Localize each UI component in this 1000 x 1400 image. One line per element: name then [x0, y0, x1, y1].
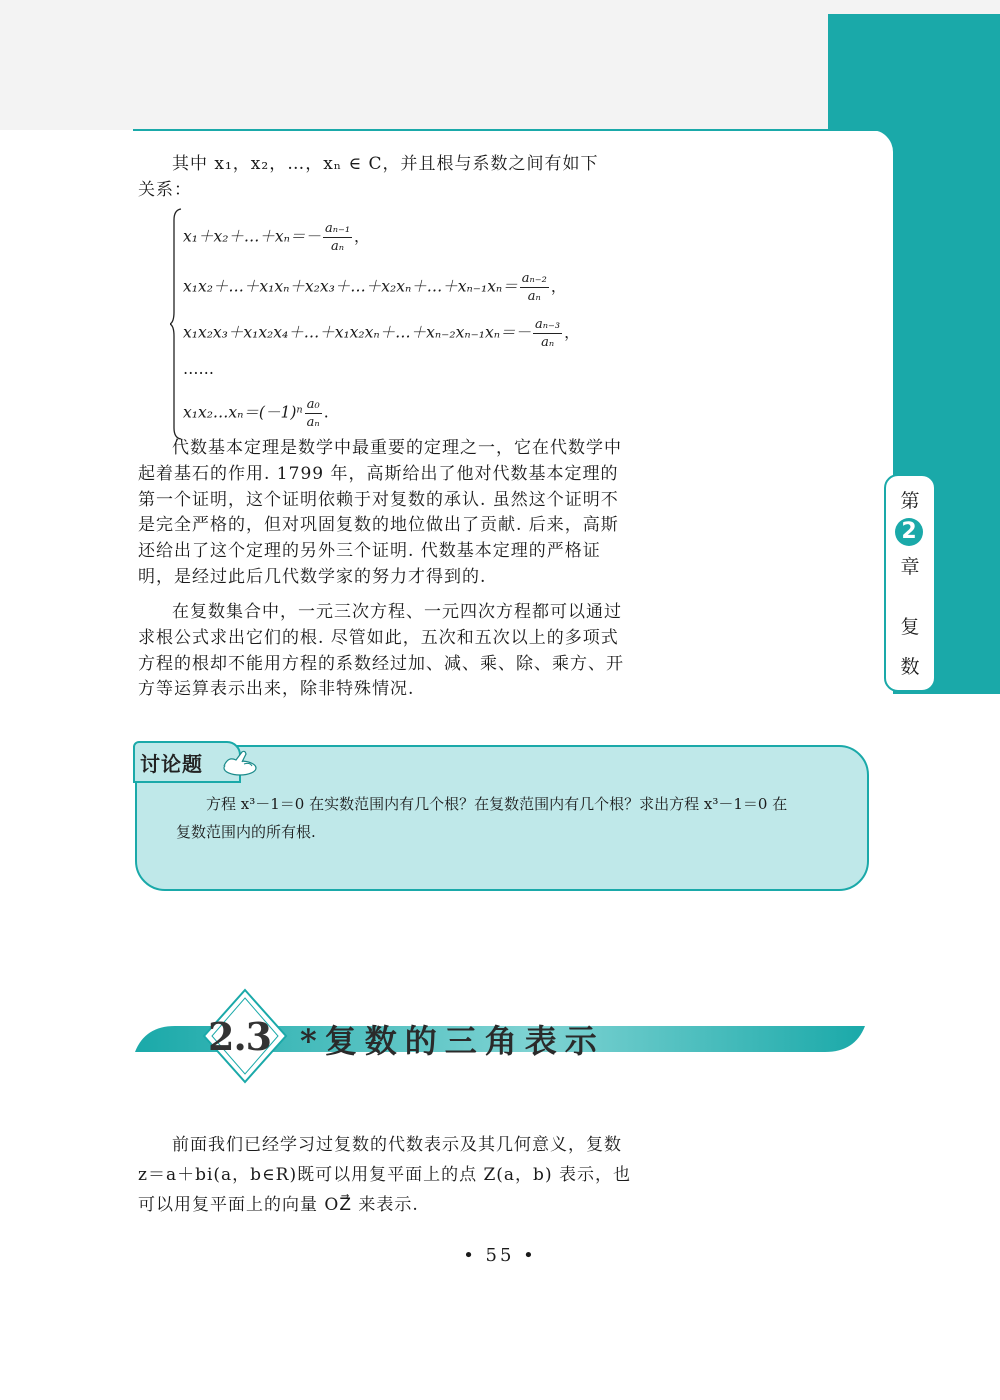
- section-title: *复数的三角表示: [300, 1022, 605, 1060]
- chapter-number-badge: 2: [895, 518, 923, 546]
- discussion-title: 讨论题: [140, 752, 203, 776]
- intro-line-2: 关系：: [138, 179, 192, 200]
- chapter-title-char-2: 数: [900, 656, 920, 678]
- paragraph-line: 第一个证明，这个证明依赖于对复数的承认. 虽然这个证明不: [138, 489, 619, 510]
- paragraph-line: 方程的根却不能用方程的系数经过加、减、乘、除、乘方、开: [138, 653, 624, 674]
- equation-ellipsis: ……: [183, 360, 214, 378]
- chapter-tab-prefix: 第: [900, 490, 920, 512]
- chapter-tab: [884, 474, 936, 692]
- equation-brace: [170, 208, 182, 440]
- paragraph-trig-intro: [138, 1130, 643, 1220]
- section-number: 2.3: [208, 1014, 272, 1059]
- paragraph-line: 可以用复平面上的向量 OZ⃗ 来表示.: [138, 1195, 419, 1215]
- paragraph-line: 求根公式求出它们的根. 尽管如此，五次和五次以上的多项式: [138, 627, 619, 648]
- paragraph-line: 起着基石的作用. 1799 年，高斯给出了他对代数基本定理的: [138, 463, 619, 484]
- paragraph-fundamental-theorem: [138, 436, 643, 591]
- header-rule: [133, 129, 883, 131]
- chapter-title-char-1: 复: [900, 616, 920, 638]
- discussion-line-1: 方程 x³－1＝0 在实数范围内有几个根？在复数范围内有几个根？求出方程 x³－1＝0 在: [206, 795, 788, 813]
- equation-5: x₁x₂…xₙ＝(－1)ⁿ $\frac{\text{a₀}}{\text{aₙ}}$ .: [183, 397, 329, 430]
- discussion-line-2: 复数范围内的所有根.: [176, 823, 316, 841]
- paragraph-line: 方等运算表示出来，除非特殊情况.: [138, 679, 415, 700]
- paragraph-line: z＝a＋bi(a，b∈R)既可以用复平面上的点 Z(a，b) 表示，也: [138, 1165, 631, 1185]
- equation-2: x₁x₂＋…＋x₁xₙ＋x₂x₃＋…＋x₂xₙ＋…＋xₙ₋₁xₙ＝ $\frac{\text{aₙ₋₂}}{\text{aₙ}}$ ，: [183, 271, 567, 304]
- pointing-hand-icon: [212, 748, 260, 778]
- paragraph-higher-degree: [138, 600, 643, 703]
- paragraph-line: 是完全严格的，但对巩固复数的地位做出了贡献. 后来，高斯: [138, 515, 619, 536]
- page-number: • 55 •: [463, 1245, 537, 1266]
- paragraph-line: 还给出了这个定理的另外三个证明. 代数基本定理的严格证: [138, 541, 601, 562]
- chapter-tab-suffix: 章: [900, 556, 920, 578]
- equation-1: x₁＋x₂＋…＋xₙ＝－ $\frac{\text{aₙ₋₁}}{\text{aₙ}}$ ，: [183, 221, 370, 254]
- paragraph-line: 在复数集合中，一元三次方程、一元四次方程都可以通过: [172, 602, 622, 622]
- intro-line-1: 其中 x₁，x₂，…，xₙ ∈ C，并且根与系数之间有如下: [172, 154, 599, 174]
- equation-3: x₁x₂x₃＋x₁x₂x₄＋…＋x₁x₂xₙ＋…＋xₙ₋₂xₙ₋₁xₙ＝－ $\frac{\text{aₙ₋₃}}{\text{aₙ}}$ ，: [183, 317, 580, 350]
- paragraph-line: 代数基本定理是数学中最重要的定理之一，它在代数学中: [172, 438, 622, 458]
- paragraph-line: 前面我们已经学习过复数的代数表示及其几何意义，复数: [172, 1135, 622, 1155]
- intro-paragraph: [138, 152, 643, 204]
- paragraph-line: 明，是经过此后几代数学家的努力才得到的.: [138, 566, 487, 587]
